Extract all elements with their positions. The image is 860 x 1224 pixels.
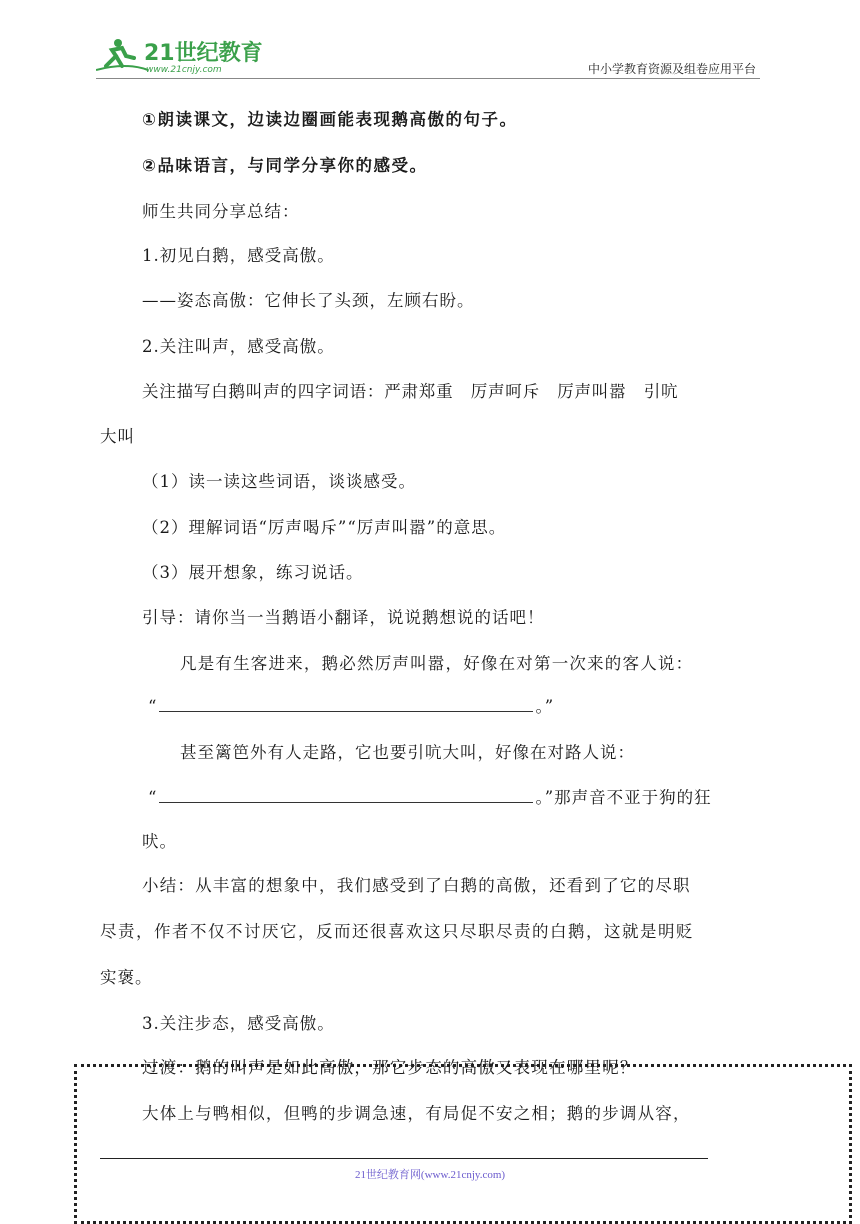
fill-in-blank-2[interactable]	[159, 786, 533, 803]
point-1-detail: ——姿态高傲：它伸长了头颈，左顾右盼。	[142, 291, 475, 310]
logo-url: www.21cnjy.com	[146, 65, 222, 75]
conclusion-line2: 尽责，作者不仅不讨厌它，反而还很喜欢这只尽职尽责的白鹅，这就是明贬	[100, 922, 694, 941]
logo-runner-icon	[96, 36, 266, 76]
guide-text: 引导：请你当一当鹅语小翻译，说说鹅想说的话吧！	[142, 608, 545, 627]
footer-divider	[100, 1158, 708, 1159]
step-1: （1）读一读这些词语，谈谈感受。	[142, 472, 416, 491]
blank-line-1	[148, 695, 554, 719]
summary-intro: 师生共同分享总结：	[142, 202, 300, 221]
sentence-2-cont: 吠。	[142, 832, 177, 851]
sentence-2: 甚至篱笆外有人走路，它也要引吭大叫，好像在对路人说：	[180, 743, 635, 762]
step-2: （2）理解词语“厉声喝斥”“厉声叫嚣”的意思。	[142, 518, 507, 537]
blank-2-close-quote: 。”那声音不亚于狗的狂	[535, 788, 712, 807]
quote-box	[74, 1064, 852, 1224]
quote-line: 大体上与鸭相似，但鸭的步调急速，有局促不安之相；鹅的步调从容，	[142, 1104, 691, 1123]
point-2-words-line1: 关注描写白鹅叫声的四字词语：严肃郑重 厉声呵斥 厉声叫嚣 引吭	[142, 382, 679, 401]
blank-line-2	[148, 786, 712, 810]
point-3-heading: 3.关注步态，感受高傲。	[142, 1014, 335, 1033]
blank-2-open-quote: “	[148, 788, 158, 807]
transition-text: 过渡：鹅的叫声是如此高傲，那它步态的高傲又表现在哪里呢？	[142, 1058, 638, 1077]
platform-name: 中小学教育资源及组卷应用平台	[587, 62, 756, 76]
conclusion-line3: 实褒。	[100, 968, 153, 987]
blank-1-open-quote: “	[148, 697, 158, 716]
header-divider	[96, 78, 760, 79]
step-3: （3）展开想象，练习说话。	[142, 563, 364, 582]
fill-in-blank-1[interactable]	[159, 695, 533, 712]
point-1-heading: 1.初见白鹅，感受高傲。	[142, 246, 335, 265]
footer-link[interactable]: 21世纪教育网(www.21cnjy.com)	[354, 1169, 506, 1181]
footer	[0, 1166, 860, 1182]
logo-text: 21世纪教育	[144, 41, 263, 66]
task-1: ①朗读课文，边读边圈画能表现鹅高傲的句子。	[142, 110, 518, 129]
task-2: ②品味语言，与同学分享你的感受。	[142, 156, 428, 175]
site-logo	[96, 36, 266, 76]
point-2-heading: 2.关注叫声，感受高傲。	[142, 337, 335, 356]
point-2-words-line2: 大叫	[100, 427, 135, 446]
blank-1-close-quote: 。”	[535, 697, 555, 716]
sentence-1: 凡是有生客进来，鹅必然厉声叫嚣，好像在对第一次来的客人说：	[180, 654, 694, 673]
conclusion-line1: 小结：从丰富的想象中，我们感受到了白鹅的高傲，还看到了它的尽职	[142, 876, 691, 895]
